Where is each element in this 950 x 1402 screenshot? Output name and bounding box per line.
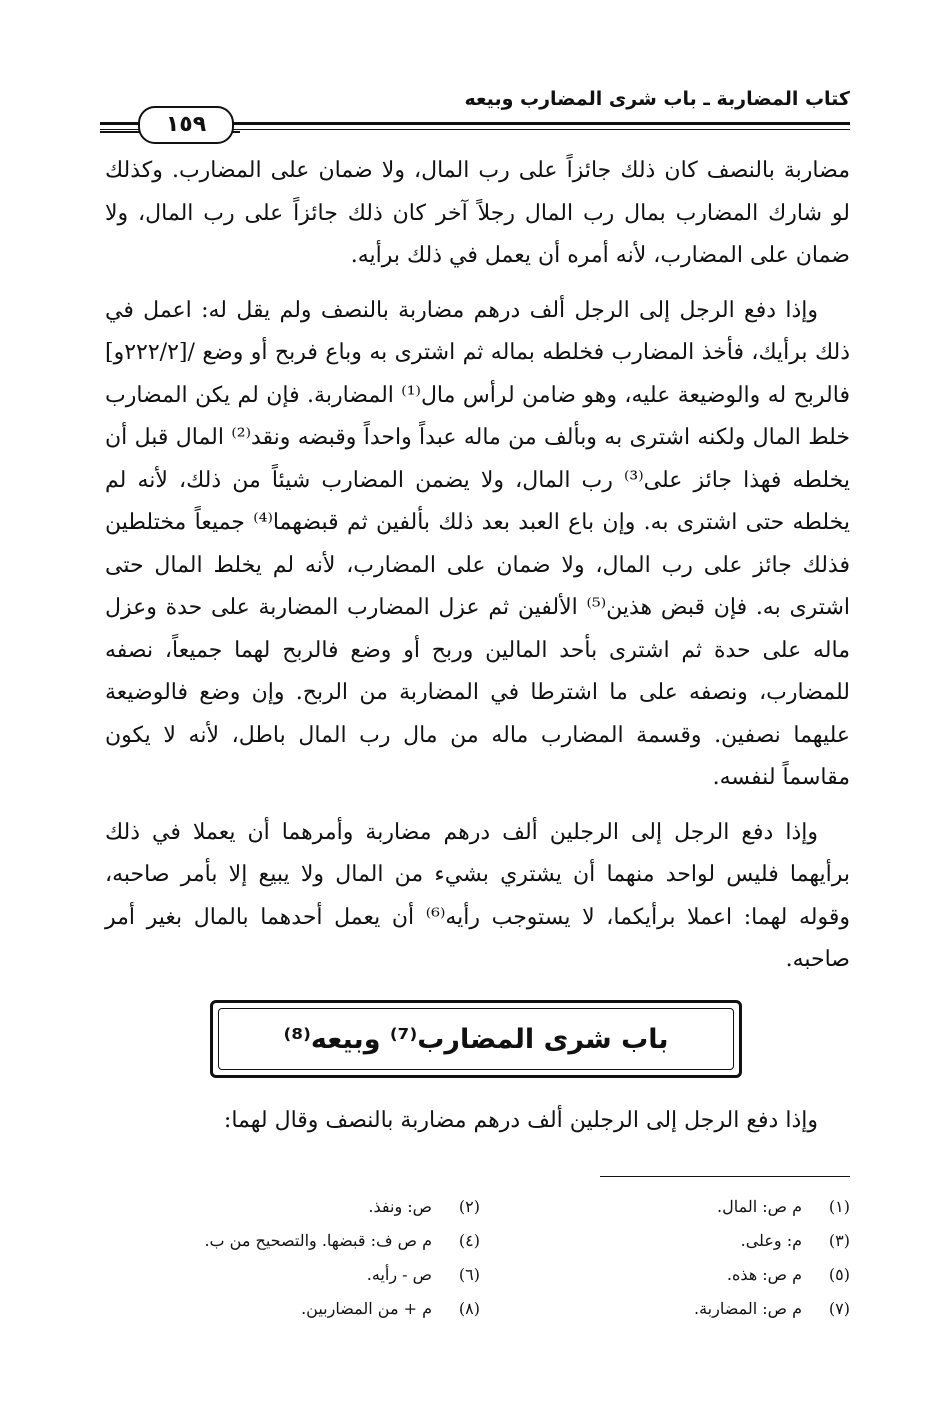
footnote-number: (٤): [458, 1231, 480, 1250]
footnote-number: (٧): [828, 1299, 850, 1318]
footnote-item: [480, 1192, 850, 1222]
main-text: [105, 150, 850, 994]
paragraph-1: مضاربة بالنصف كان ذلك جائزاً على رب المال، ولا ضمان على المضارب. وكذلك لو شارك المضارب بمال رب المال رجلاً آخر كان ذلك جائزاً على رب المال، ولا ضمان على المضارب، لأنه أمره أن يعمل في ذلك برأيه.: [105, 158, 850, 268]
footnote-number: (٥): [828, 1265, 850, 1284]
footnote-text: م ص: المال.: [717, 1197, 802, 1216]
footnote-text: م ص ف: قبضها. والتصحيح من ب.: [204, 1231, 432, 1250]
footnote-text: ص: ونفذ.: [368, 1197, 432, 1216]
footnote-item: [480, 1294, 850, 1324]
chapter-title-inner-frame: [218, 1008, 734, 1070]
chapter-opening-paragraph: وإذا دفع الرجل إلى الرجلين ألف درهم مضاربة بالنصف وقال لهما:: [223, 1108, 818, 1133]
footnote-number: (٨): [458, 1299, 480, 1318]
footnote-text: م: وعلى.: [740, 1231, 802, 1250]
footnote-item: [105, 1294, 480, 1324]
footnote-separator: [600, 1176, 850, 1177]
paragraph-2: وإذا دفع الرجل إلى الرجل ألف درهم مضاربة بالنصف ولم يقل له: اعمل في ذلك برأيك، فأخذ المضارب فخلطه بماله ثم اشترى به وباع فربح أو وضع /[٢٢٢/٢و] فالربح له والوضيعة عليه، وهو ضامن لرأس مال⁽¹⁾ المضاربة. فإن لم يكن المضارب خلط المال ولكنه اشترى به وبألف من ماله عبداً واحداً وقبضه ونقد⁽²⁾ المال قبل أن يخلطه فهذا جائز على⁽³⁾ رب المال، ولا يضمن المضارب شيئاً من ذلك، لأنه لم يخلطه حتى اشترى به. وإن باع العبد بعد ذلك بألفين ثم قبضهما⁽⁴⁾ جميعاً مختلطين فذلك جائز على رب المال، ولا ضمان على المضارب، لأنه لم يخلط المال حتى اشترى به. فإن قبض هذين⁽⁵⁾ الألفين ثم عزل المضارب المضاربة على حدة وعزل ماله على حدة ثم اشترى بأحد المالين وربح أو وضع فالربح لهما جميعاً، نصفه للمضارب، ونصفه على ما اشترطا في المضاربة من الربح. وإن وضع فالوضيعة عليهما نصفين. وقسمة المضارب ماله من مال رب المال باطل، لأنه لا يكون مقاسماً لنفسه.: [105, 297, 850, 790]
footnote-text: م + من المضاربين.: [301, 1299, 432, 1318]
page-number: ١٥٩: [138, 106, 234, 144]
footnote-text: م ص: هذه.: [726, 1265, 802, 1284]
footnotes: [105, 1192, 850, 1324]
footnote-item: [105, 1260, 480, 1290]
footnote-item: [105, 1226, 480, 1256]
running-header-title: كتاب المضاربة ـ باب شرى المضارب وبيعه: [464, 88, 850, 110]
footnote-text: م ص: المضاربة.: [694, 1299, 802, 1318]
paragraph-3: وإذا دفع الرجل إلى الرجلين ألف درهم مضاربة وأمرهما أن يعملا في ذلك برأيهما فليس لواحد منهما أن يشتري بشيء من المال ولا يبيع إلا بأمر صاحبه، وقوله لهما: اعملا برأيكما، لا يستوجب رأيه⁽⁶⁾ أن يعمل أحدهما بالمال بغير أمر صاحبه.: [105, 819, 850, 972]
footnote-item: [480, 1226, 850, 1256]
footnote-number: (٦): [458, 1265, 480, 1284]
chapter-title: باب شرى المضارب⁽⁷⁾ وبيعه⁽⁸⁾: [283, 1023, 669, 1055]
footnote-text: ص - رأيه.: [366, 1265, 432, 1284]
footnote-item: [480, 1260, 850, 1290]
footnote-item: [105, 1192, 480, 1222]
footnote-number: (١): [828, 1197, 850, 1216]
footnote-number: (٢): [458, 1197, 480, 1216]
chapter-title-frame: [210, 1000, 742, 1078]
footnote-number: (٣): [828, 1231, 850, 1250]
